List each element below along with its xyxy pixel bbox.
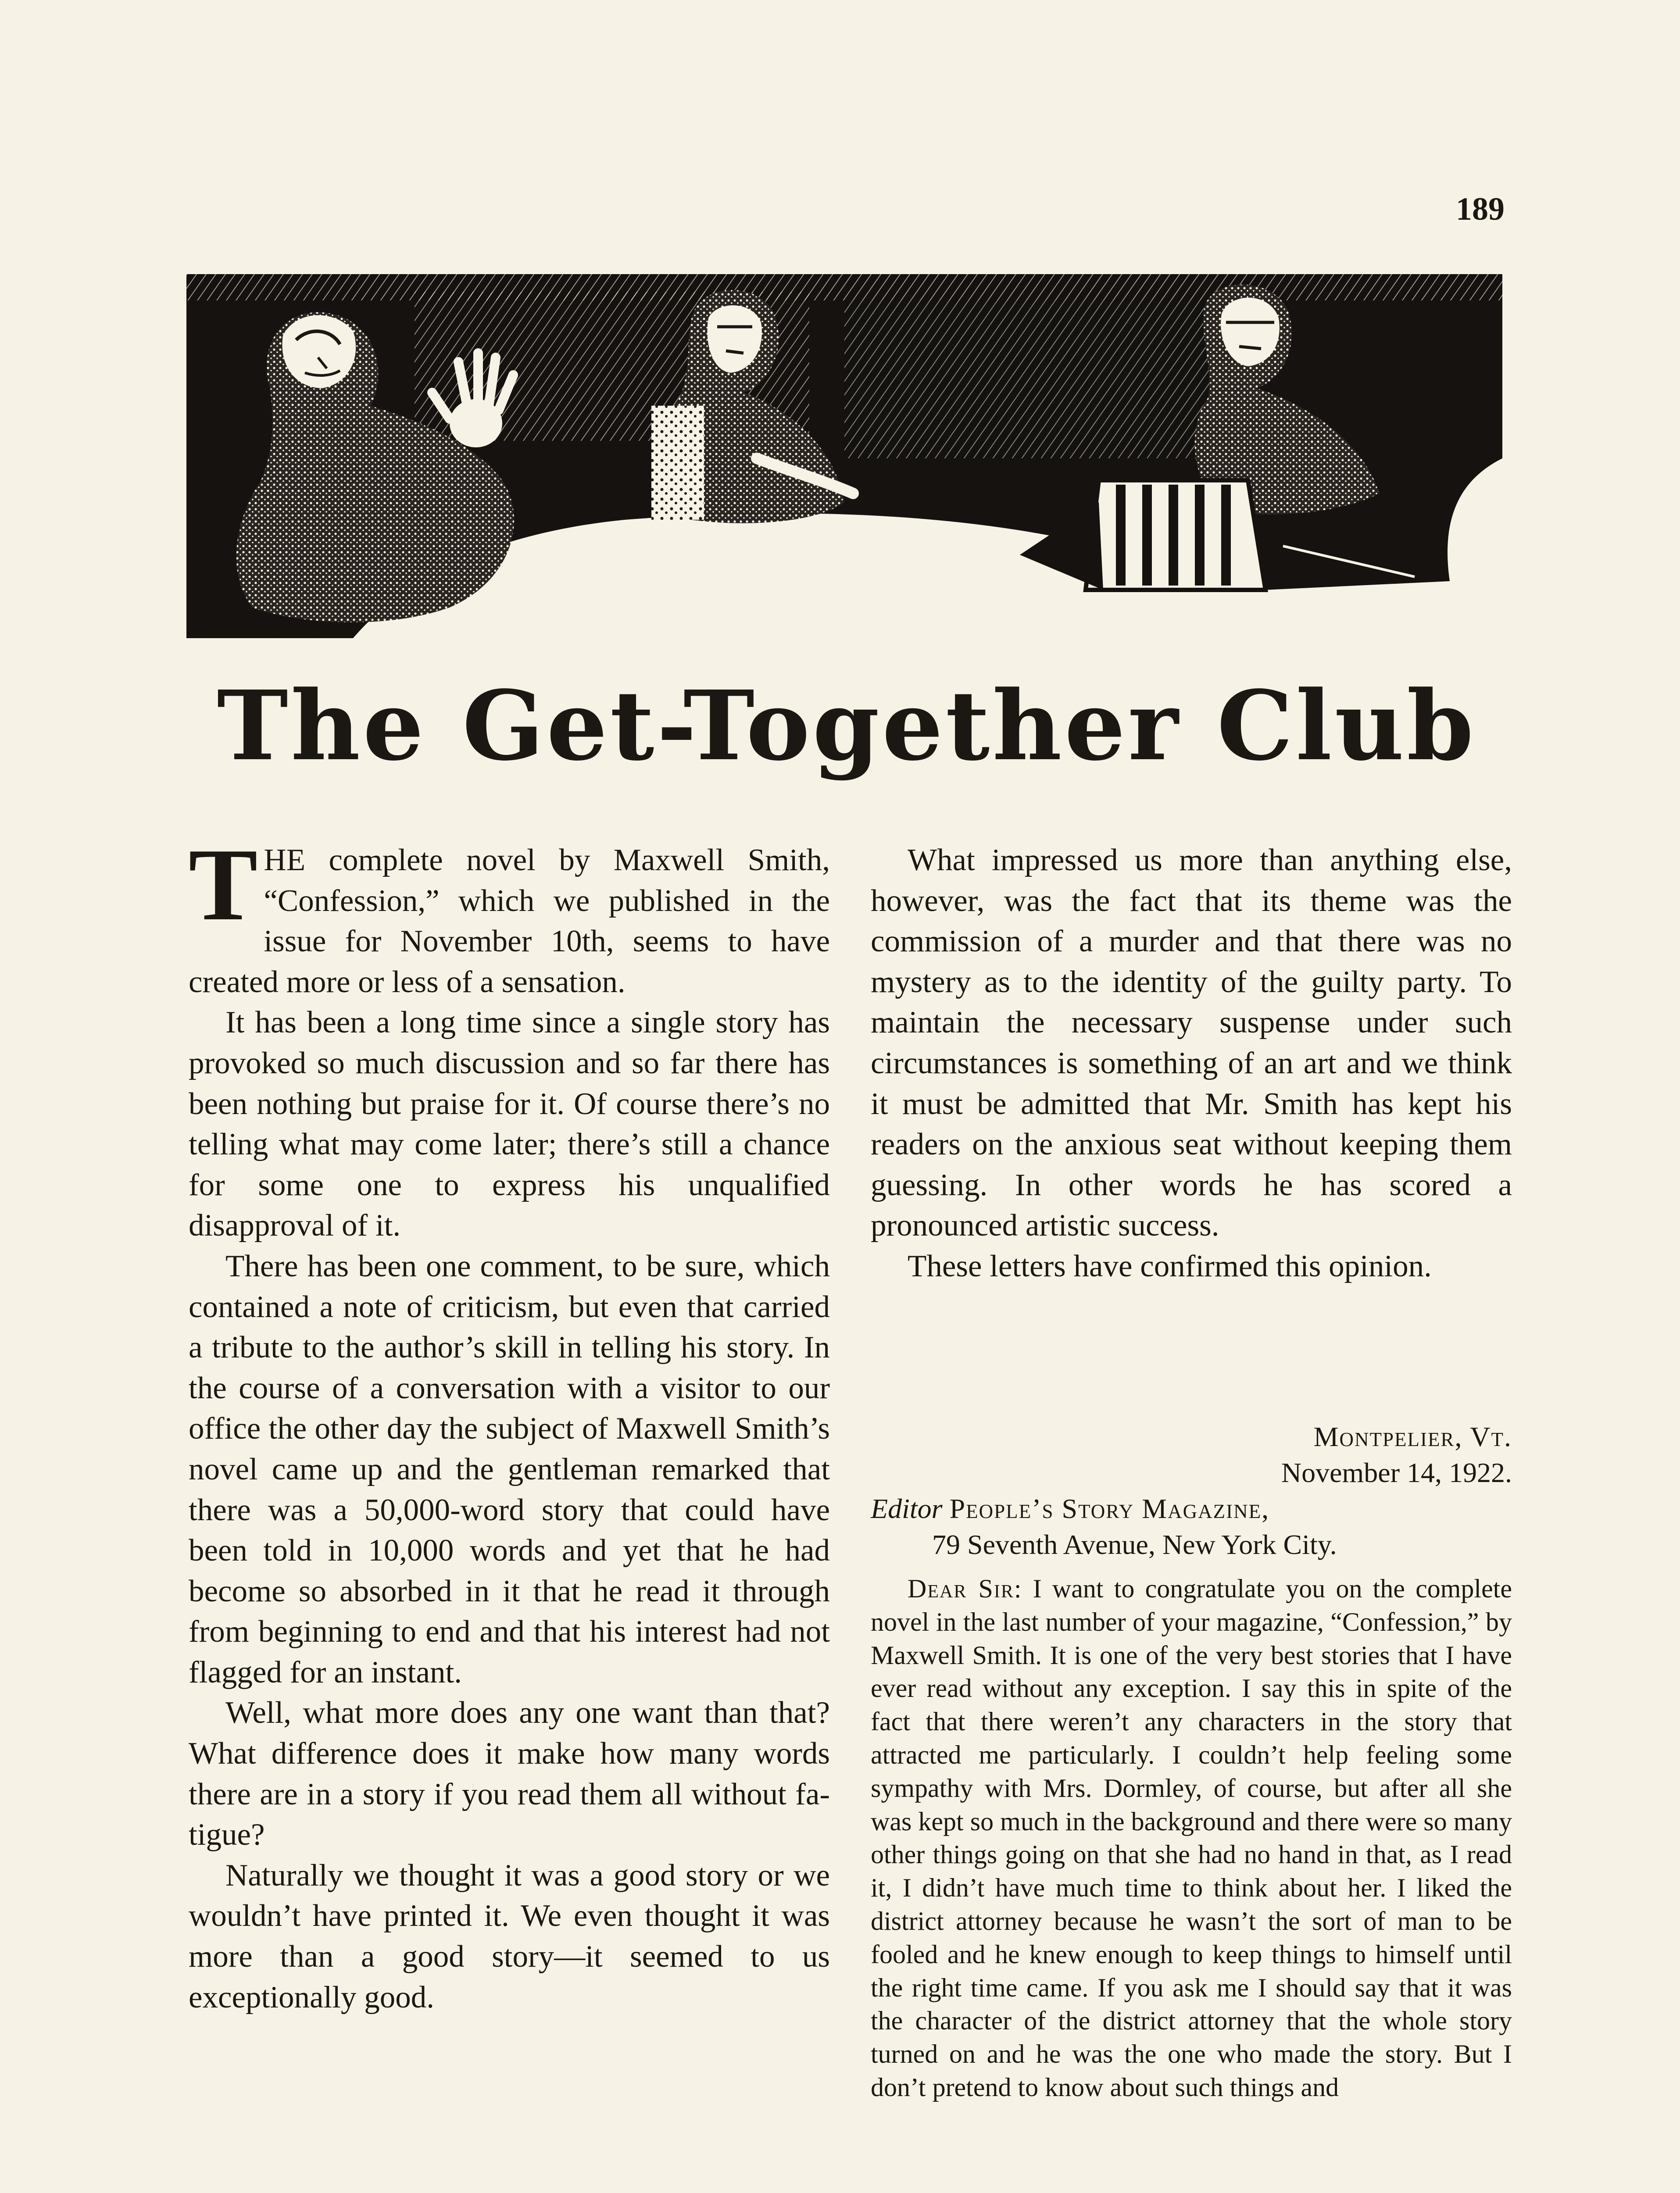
paragraph-2: It has been a long time since a single story has provoked so much discussion and so far there has been nothing but praise for it. Of course there’s no telling what may come later; there’s still a chance for some one to express his unqualified disapproval of it. xyxy=(189,1005,830,1243)
editor-label: Editor xyxy=(871,1493,943,1524)
paragraph-3: There has been one comment, to be sure, which contained a note of criticism, but even that carried a tribute to the author’s skill in telling his story. In the course of a conversation with a visitor to our office the other day the subject of Maxwell Smith’s novel came up and the gentleman remarked that there was a 50,000-word story that could have been told in 10,000 words and yet that he had become so absorbed in it that he read it through from beginning to end and that his interest had not flagged for an instant. xyxy=(189,1249,830,1689)
header-illustration xyxy=(186,274,1502,638)
paragraph-1-text: HE complete novel by Maxwell Smith, “Confession,” which we published in the issue for November 10th, seems to have created more or less of a sensation. xyxy=(189,843,830,999)
right-column xyxy=(871,840,1512,1419)
letter-body xyxy=(871,1572,1512,2104)
letter-heading xyxy=(871,1419,1512,1563)
letter-date: November 14, 1922. xyxy=(1281,1457,1512,1488)
article-title: The Get-Together Club xyxy=(217,670,1476,782)
letter-address: 79 Seventh Avenue, New York City. xyxy=(932,1529,1337,1560)
seance-scene-illustration xyxy=(186,274,1502,638)
paragraph-5: Naturally we thought it was a good story or we wouldn’t have printed it. We even thought it was more than a good story—it seemed to us exceptionally good. xyxy=(189,1858,830,2014)
letter-paragraph xyxy=(871,1572,1512,2104)
page-number: 189 xyxy=(1456,191,1505,227)
letter-text: I want to congratulate you on the complete novel in the last number of your magazine, “Confession,” by Maxwell Smith. It is one of the very best stories that I have ever read without any exception. I say this in spite of the fact that there weren’t any characters in the story that attracted me particularly. I couldn’t help feeling some sympathy with Mrs. Dormley, of course, but after all she was kept so much in the background and there were so many other things going on that she had no hand in that, as I read it, I didn’t have much time to think about her. I liked the district attorney because he wasn’t the sort of man to be fooled and he knew enough to keep things to himself until the right time came. If you ask me I should say that it was the character of the district attorney that the whole story turned on and he was the one who made the story. But I don’t pretend to know about such things and xyxy=(871,1574,1512,2102)
left-column xyxy=(189,828,830,2193)
letter-recipient xyxy=(871,1491,1512,1527)
drop-cap: T xyxy=(189,828,258,942)
paragraph-6: What impressed us more than anything else, however, was the fact that its theme was the commission of a murder and that there was no mystery as to the identity of the guilty party. To maintain the necessary suspense under such circumstances is something of an art and we think it must be admitted that Mr. Smith has kept his readers on the anxious seat without keeping them guessing. In other words he has scored a pronounced artistic success. xyxy=(871,843,1512,1243)
paragraph-4: Well, what more does any one want than that? What difference does it make how many words there are in a story if you read them all without fatigue? xyxy=(189,1696,830,1852)
letter-place: Montpelier, Vt. xyxy=(1313,1421,1512,1452)
paragraph-7: These letters have confirmed this opinion. xyxy=(908,1249,1432,1283)
paragraph-1 xyxy=(189,828,830,1002)
magazine-name: People’s Story Magazine, xyxy=(949,1493,1270,1524)
salutation: Dear Sir: xyxy=(908,1574,1022,1603)
